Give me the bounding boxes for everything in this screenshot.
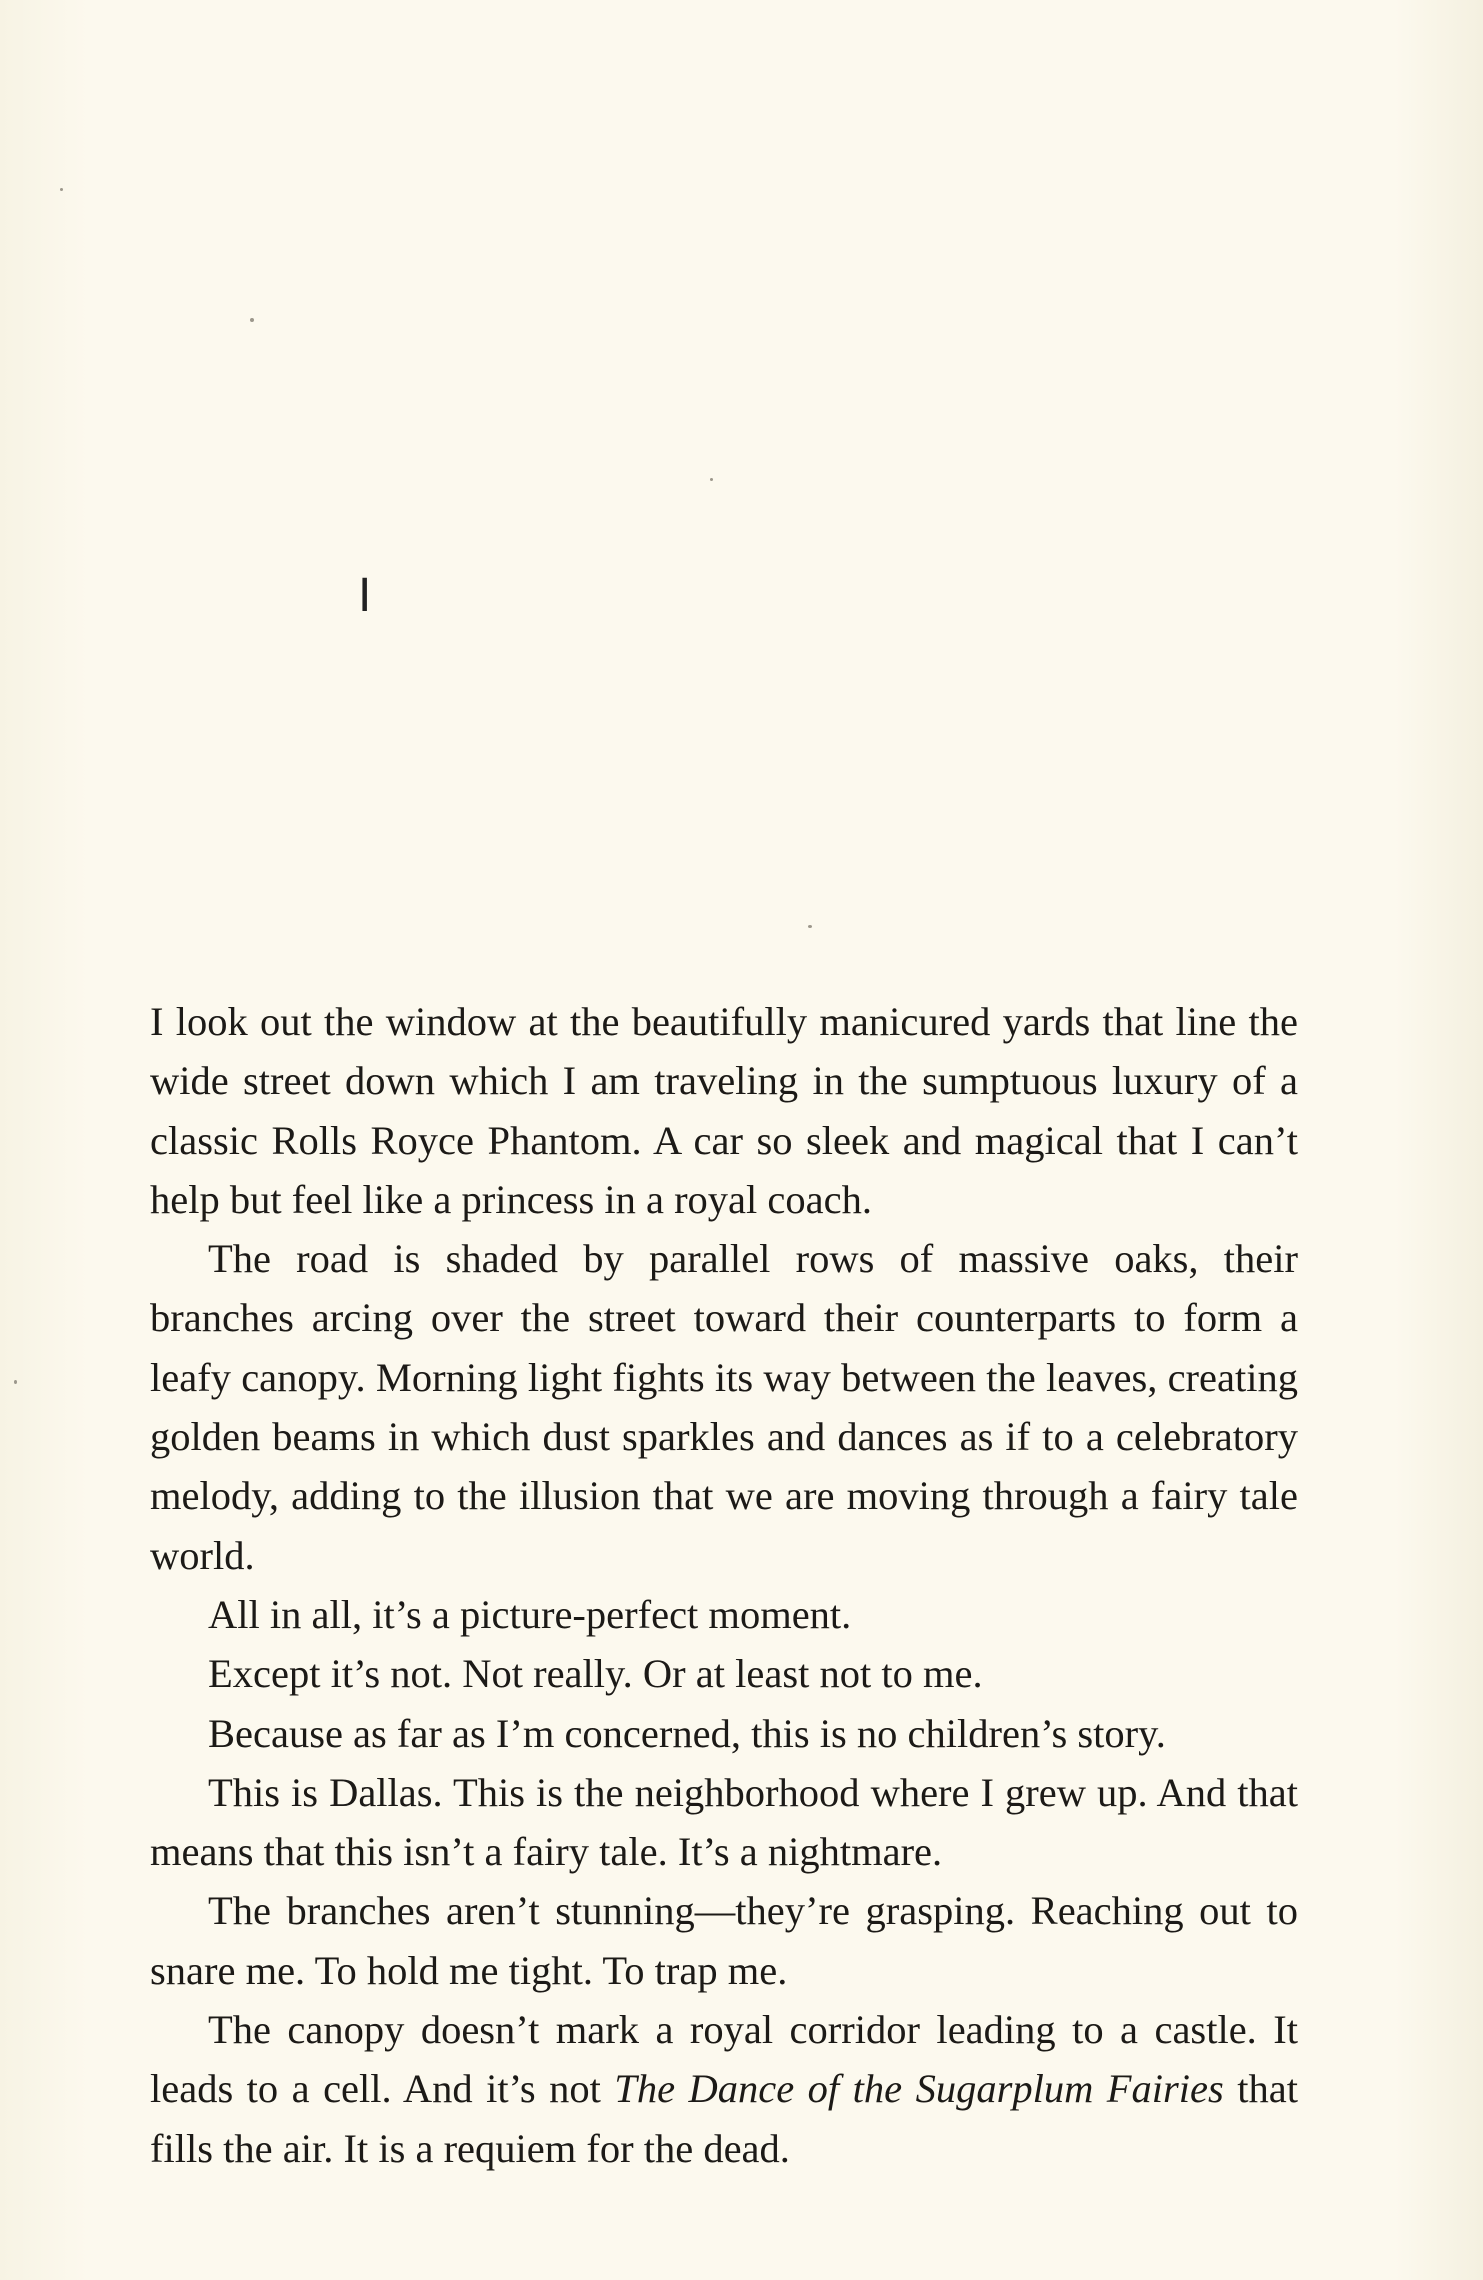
- paragraph: The road is shaded by parallel rows of massive oaks, their branches arcing over the street toward their counterparts to form a leafy canopy. Morning light fights its way between the leaves, creating golden beams in which dust sparkles and dances as if to a celebratory melody, adding to the illusion that we are moving through a fairy tale world.: [150, 1236, 1298, 1578]
- paragraph: I look out the window at the beautifully manicured yards that line the wide street down which I am traveling in the sumptuous luxury of a classic Rolls Royce Phantom. A car so sleek and magical that I can’t help but feel like a princess in a royal coach.: [150, 999, 1298, 1222]
- paragraph: All in all, it’s a picture-perfect moment.: [208, 1591, 852, 1637]
- paragraph-text: that fills the air. It is a requiem for the dead.: [150, 2066, 1298, 2171]
- paper-speck: [60, 188, 63, 191]
- paragraph: The branches aren’t stunning—they’re grasping. Reaching out to snare me. To hold me tight. To trap me.: [150, 1888, 1298, 1993]
- paragraph: This is Dallas. This is the neighborhood where I grew up. And that means that this isn’t a fairy tale. It’s a nightmare.: [150, 1769, 1298, 1875]
- song-title: The Dance of the Sugarplum Fairies: [614, 2066, 1224, 2112]
- paper-speck: [808, 925, 812, 928]
- paper-speck: [250, 318, 254, 322]
- paper-speck: [14, 1380, 17, 1384]
- paragraph: Because as far as I’m concerned, this is no children’s story.: [208, 1710, 1166, 1756]
- paragraph: [150, 2000, 1298, 2178]
- paragraph: Except it’s not. Not really. Or at least not to me.: [208, 1651, 983, 1697]
- paragraph-text: The canopy doesn’t mark a royal corridor leading to a castle. It leads to a cell. And it’s not: [150, 2007, 1298, 2112]
- paper-speck: [710, 478, 713, 481]
- chapter-body: [150, 992, 1298, 2178]
- chapter-number: I: [358, 569, 372, 622]
